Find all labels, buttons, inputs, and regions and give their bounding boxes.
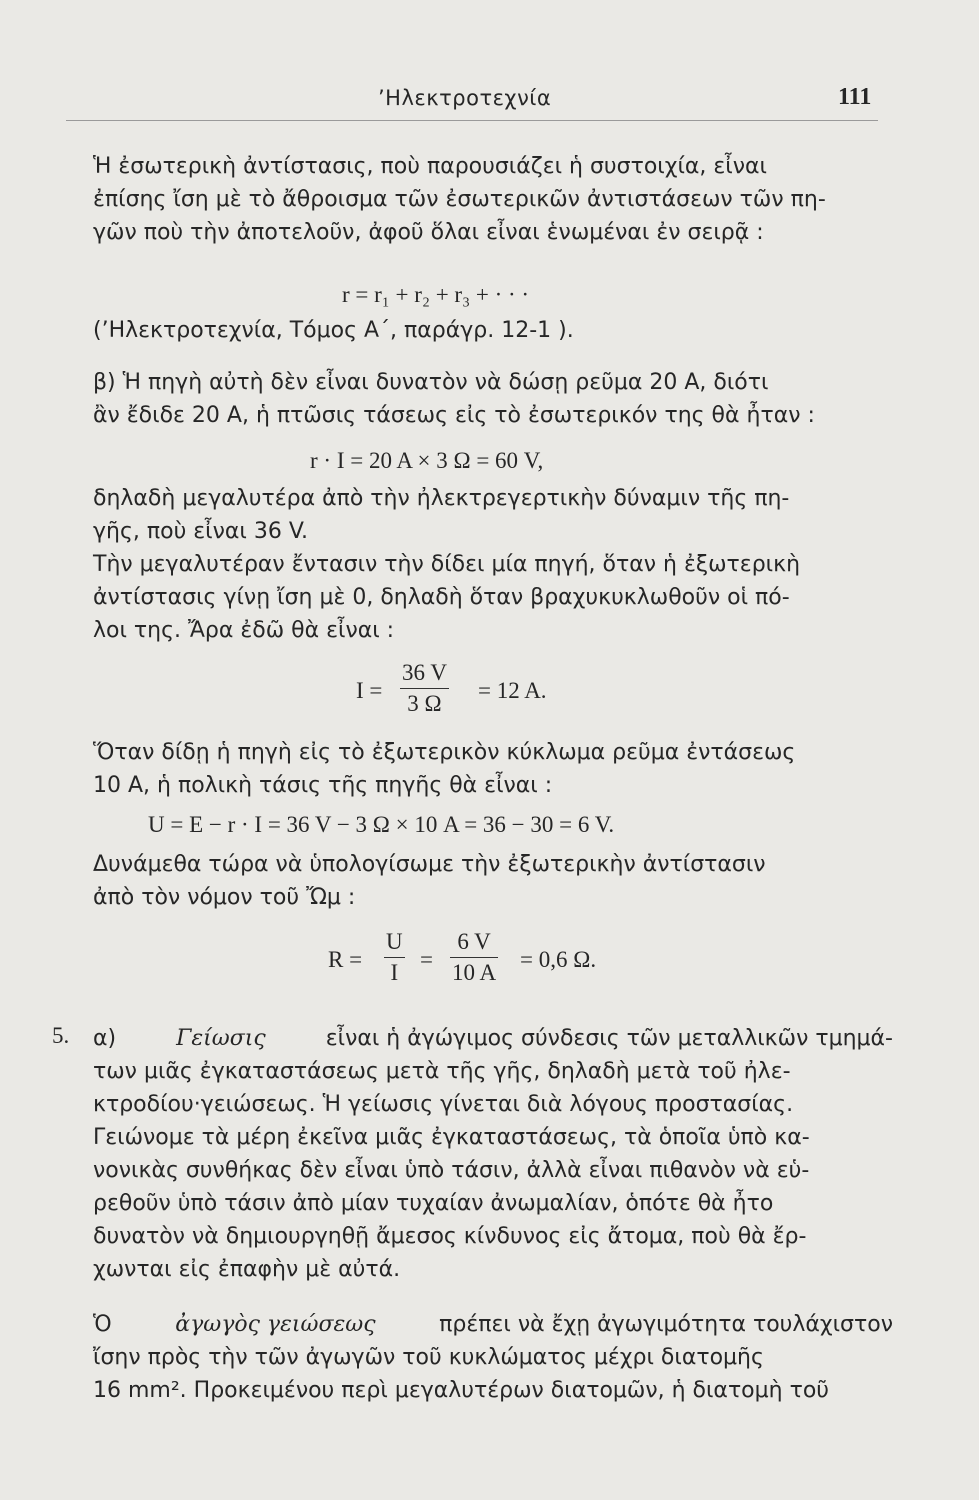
fraction-numerator: U	[386, 929, 403, 954]
header-divider	[66, 120, 878, 121]
paragraph-max-current	[93, 482, 893, 647]
text-fragment: πρέπει νὰ ἔχῃ ἀγωγιμότητα τουλάχιστον	[439, 1312, 893, 1337]
text-line: νονικὰς συνθήκας δὲν εἶναι ὑπὸ τάσιν, ἀλλὰ εἶναι πιθανὸν νὰ εὑ-	[93, 1158, 810, 1183]
text-line: β) Ἡ πηγὴ αὐτὴ δὲν εἶναι δυνατὸν νὰ δώσῃ ρεῦμα 20 A, διότι	[93, 370, 769, 395]
fraction-bar	[400, 688, 449, 689]
fraction-denominator: 10 A	[452, 960, 497, 985]
text-line: δυνατὸν νὰ δημιουργηθῇ ἄμεσος κίνδυνος εἰς ἄτομα, ποὺ θὰ ἔρ-	[93, 1224, 807, 1249]
text-line: κτροδίου·γειώσεως. Ἡ γείωσις γίνεται διὰ λόγους προστασίας.	[93, 1092, 794, 1117]
formula-terminal-voltage: U = E − r · I = 36 V − 3 Ω × 10 A = 36 − 30 = 6 V.	[148, 812, 615, 837]
text-line: ἴσην πρὸς τὴν τῶν ἀγωγῶν τοῦ κυκλώματος μέχρι διατομῆς	[93, 1345, 764, 1370]
term-grounding-conductor: ἀγωγὸς γειώσεως	[175, 1312, 376, 1337]
fraction-bar	[450, 957, 498, 958]
text-line: 10 A, ἡ πολικὴ τάσις τῆς πηγῆς θὰ εἶναι :	[93, 773, 553, 798]
text-line: ἐπίσης ἴση μὲ τὸ ἄθροισμα τῶν ἐσωτερικῶν ἀντιστάσεων τῶν πη-	[93, 187, 826, 212]
formula-resistance-lhs: R =	[328, 947, 363, 972]
paragraph-grounding	[93, 1022, 893, 1286]
text-line: ρεθοῦν ὑπὸ τάσιν ἀπὸ μίαν τυχαίαν ἀνωμαλίαν, ὁπότε θὰ ἦτο	[93, 1191, 774, 1216]
item-label: α)	[93, 1026, 117, 1051]
term-grounding: Γείωσις	[176, 1026, 266, 1051]
reference-note	[93, 314, 893, 347]
text-line	[93, 1022, 893, 1055]
formula-short-circuit-result: = 12 A.	[478, 678, 547, 703]
text-line: (’Ηλεκτροτεχνία, Τόμος Α΄, παράγρ. 12-1 ).	[93, 318, 574, 343]
text-line: Ὅταν δίδῃ ἡ πηγὴ εἰς τὸ ἐξωτερικὸν κύκλωμα ρεῦμα ἐντάσεως	[93, 740, 796, 765]
text-line: Γειώνομε τὰ μέρη ἐκεῖνα μιᾶς ἐγκαταστάσεως, τὰ ὁποῖα ὑπὸ κα-	[93, 1125, 810, 1150]
fraction-6v-over-10a	[450, 929, 498, 986]
fraction-numerator: 6 V	[457, 929, 491, 954]
formula-resistance-result: = 0,6 Ω.	[520, 947, 597, 972]
text-line: λοι της. Ἄρα ἐδῶ θὰ εἶναι :	[93, 618, 395, 643]
text-line: ἂν ἔδιδε 20 A, ἡ πτῶσις τάσεως εἰς τὸ ἐσωτερικόν της θὰ ἦταν :	[93, 403, 815, 428]
text-fragment: Ὁ	[93, 1312, 112, 1337]
paragraph-internal-resistance	[93, 150, 893, 249]
text-line: χωνται εἰς ἐπαφὴν μὲ αὐτά.	[93, 1257, 401, 1282]
fraction-short-circuit	[400, 660, 449, 717]
text-line: γῶν ποὺ τὴν ἀποτελοῦν, ἀφοῦ ὅλαι εἶναι ἑνωμέναι ἐν σειρᾷ :	[93, 220, 764, 245]
paragraph-beta	[93, 366, 893, 432]
page-number: 111	[838, 84, 872, 110]
text-line: ἀπὸ τὸν νόμον τοῦ Ὤμ :	[93, 885, 356, 910]
formula-equals: =	[420, 947, 433, 972]
fraction-bar	[384, 957, 405, 958]
text-line: Τὴν μεγαλυτέραν ἔντασιν τὴν δίδει μία πηγή, ὅταν ἡ ἐξωτερικὴ	[93, 552, 801, 577]
text-fragment: εἶναι ἡ ἀγώγιμος σύνδεσις τῶν μεταλλικῶν τμημά-	[325, 1026, 893, 1051]
text-line: των μιᾶς ἐγκαταστάσεως μετὰ τῆς γῆς, δηλαδὴ μετὰ τοῦ ἠλε-	[93, 1059, 791, 1084]
text-line: 16 mm². Προκειμένου περὶ μεγαλυτέρων διατομῶν, ἡ διατομὴ τοῦ	[93, 1378, 830, 1403]
formula-short-circuit-lhs: I =	[356, 678, 383, 703]
text-line: δηλαδὴ μεγαλυτέρα ἀπὸ τὴν ἠλεκτρεγερτικὴν δύναμιν τῆς πη-	[93, 486, 790, 511]
text-line: Δυνάμεθα τώρα νὰ ὑπολογίσωμε τὴν ἐξωτερικὴν ἀντίστασιν	[93, 852, 766, 877]
text-line: ἀντίστασις γίνῃ ἴση μὲ 0, δηλαδὴ ὅταν βραχυκυκλωθοῦν οἱ πό-	[93, 585, 790, 610]
fraction-u-over-i	[384, 929, 405, 986]
text-line	[93, 1308, 893, 1341]
fraction-denominator: 3 Ω	[407, 691, 442, 716]
paragraph-grounding-conductor	[93, 1308, 893, 1407]
fraction-numerator: 36 V	[402, 660, 447, 685]
paragraph-ohms-law	[93, 848, 893, 914]
formula-series-resistance: r = r₁ + r₂ + r₃ + · · ·	[342, 282, 530, 307]
fraction-denominator: I	[390, 960, 399, 985]
text-line: γῆς, ποὺ εἶναι 36 V.	[93, 519, 309, 544]
running-header-title: ’Ηλεκτροτεχνία	[378, 86, 552, 110]
text-line: Ἡ ἐσωτερικὴ ἀντίστασις, ποὺ παρουσιάζει ἡ συστοιχία, εἶναι	[93, 154, 767, 179]
formula-voltage-drop: r · I = 20 A × 3 Ω = 60 V,	[310, 448, 544, 473]
item-number: 5.	[52, 1023, 70, 1048]
paragraph-terminal-voltage	[93, 736, 893, 802]
